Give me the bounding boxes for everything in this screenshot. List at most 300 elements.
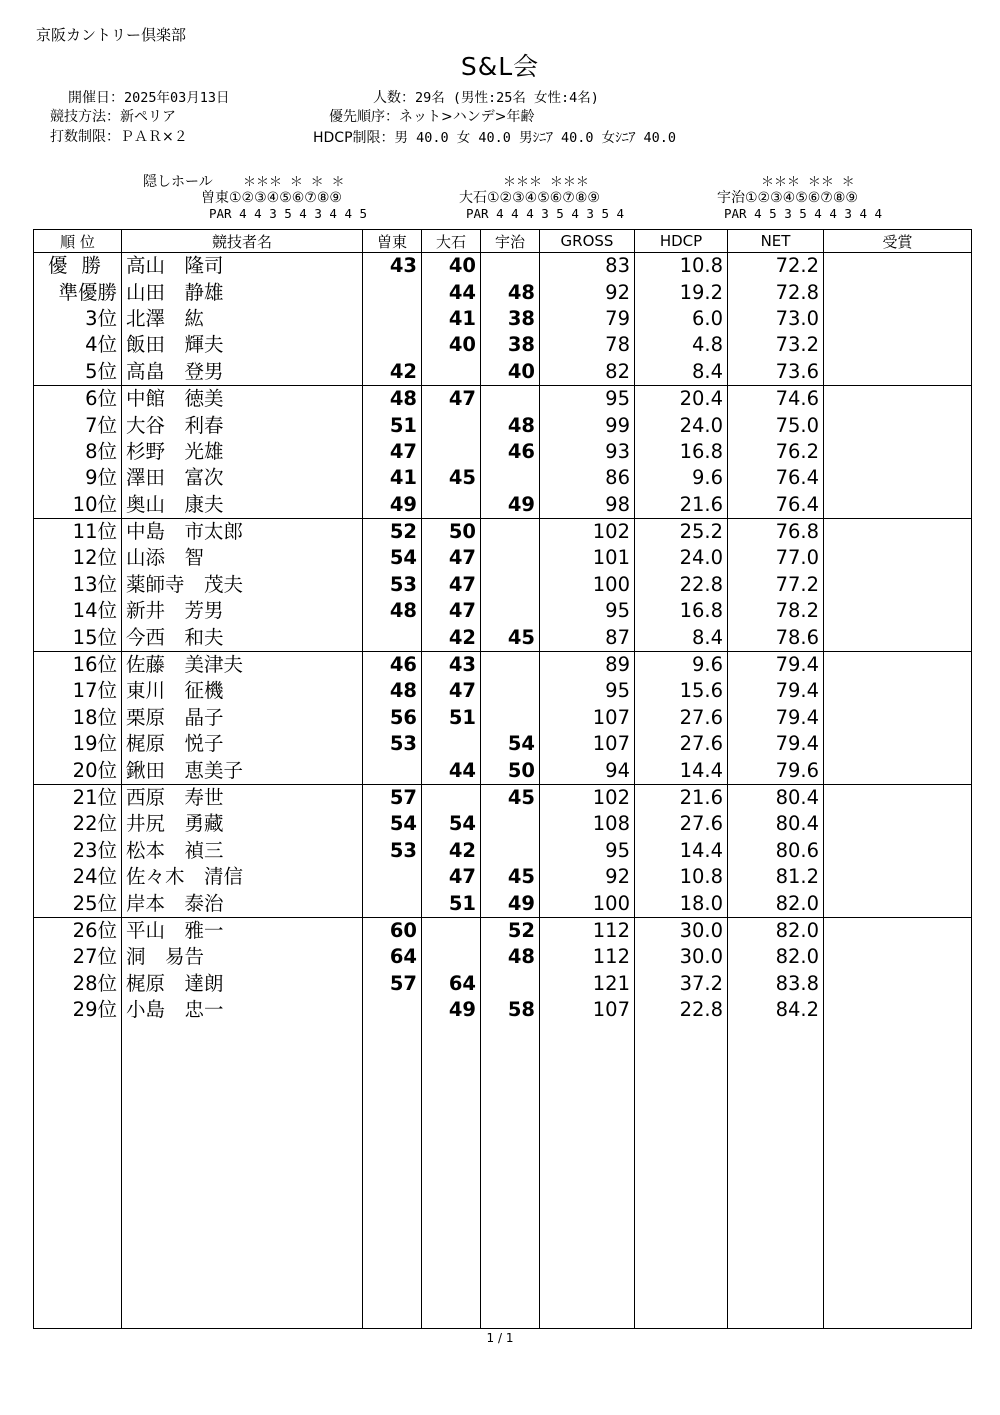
cell-gross: 112 (540, 944, 635, 970)
cell-award (824, 572, 972, 598)
cell-gross: 89 (540, 651, 635, 678)
cell-c2: 50 (422, 518, 481, 545)
stars-course-3: ＊＊＊ ＊＊ ＊ (761, 175, 855, 190)
cell-rank: 28位 (34, 971, 122, 997)
table-row (34, 838, 972, 864)
cell-award (824, 465, 972, 491)
cell-c3: 54 (481, 731, 540, 757)
info-method (50, 106, 176, 126)
cell-name: 山田 静雄 (122, 279, 363, 305)
cell-net: 73.6 (728, 359, 824, 386)
cell-gross: 87 (540, 624, 635, 651)
cell-rank: 11位 (34, 518, 122, 545)
cell-award (824, 332, 972, 358)
cell-rank: 8位 (34, 439, 122, 465)
cell-rank: 14位 (34, 598, 122, 624)
cell-c2: 42 (422, 624, 481, 651)
cell-c3: 45 (481, 624, 540, 651)
cell-c3: 58 (481, 997, 540, 1023)
cell-c2 (422, 784, 481, 811)
empty-cell (481, 1023, 540, 1328)
date-label: 開催日： (68, 90, 124, 106)
cell-gross: 108 (540, 811, 635, 837)
course-3-holes: ①②③④⑤⑥⑦⑧⑨ (745, 190, 858, 206)
cell-name: 岸本 泰治 (122, 890, 363, 917)
cell-c1: 64 (363, 944, 422, 970)
cell-net: 75.0 (728, 412, 824, 438)
cell-net: 82.0 (728, 890, 824, 917)
header-course-1: 曽東 (363, 230, 422, 253)
cell-rank: 7位 (34, 412, 122, 438)
cell-c1: 53 (363, 838, 422, 864)
table-row (34, 359, 972, 386)
table-row (34, 890, 972, 917)
cell-c2: 64 (422, 971, 481, 997)
cell-c3 (481, 811, 540, 837)
cell-c2: 54 (422, 811, 481, 837)
cell-gross: 112 (540, 917, 635, 944)
cell-c1 (363, 279, 422, 305)
cell-c3: 40 (481, 359, 540, 386)
cell-name: 杉野 光雄 (122, 439, 363, 465)
empty-cell (635, 1023, 728, 1328)
cell-c2: 45 (422, 465, 481, 491)
cell-c2: 47 (422, 598, 481, 624)
table-row (34, 971, 972, 997)
cell-hdcp: 25.2 (635, 518, 728, 545)
cell-hdcp: 37.2 (635, 971, 728, 997)
cell-c3: 46 (481, 439, 540, 465)
course-3-par: PAR 4 5 3 5 4 4 3 4 4 (724, 206, 883, 221)
cell-name: 平山 雅一 (122, 917, 363, 944)
cell-gross: 79 (540, 306, 635, 332)
cell-rank: 17位 (34, 678, 122, 704)
cell-rank: 9位 (34, 465, 122, 491)
cell-net: 78.2 (728, 598, 824, 624)
cell-hdcp: 19.2 (635, 279, 728, 305)
cell-rank: 23位 (34, 838, 122, 864)
cell-c1: 42 (363, 359, 422, 386)
cell-c2: 47 (422, 572, 481, 598)
cell-c2 (422, 412, 481, 438)
table-row (34, 917, 972, 944)
cell-hdcp: 27.6 (635, 731, 728, 757)
table-row (34, 997, 972, 1023)
cell-c2: 44 (422, 279, 481, 305)
info-limit (50, 126, 188, 146)
empty-cell (728, 1023, 824, 1328)
cell-hdcp: 24.0 (635, 412, 728, 438)
cell-gross: 98 (540, 492, 635, 519)
priority-label: 優先順序： (329, 109, 399, 125)
cell-c2 (422, 439, 481, 465)
cell-rank: 20位 (34, 757, 122, 784)
cell-name: 北澤 紘 (122, 306, 363, 332)
cell-net: 79.4 (728, 705, 824, 731)
cell-c3: 49 (481, 492, 540, 519)
cell-award (824, 359, 972, 386)
cell-rank: 19位 (34, 731, 122, 757)
cell-hdcp: 27.6 (635, 811, 728, 837)
cell-name: 今西 和夫 (122, 624, 363, 651)
cell-gross: 78 (540, 332, 635, 358)
cell-c2: 40 (422, 253, 481, 280)
table-row (34, 864, 972, 890)
cell-gross: 93 (540, 439, 635, 465)
cell-c2: 49 (422, 997, 481, 1023)
cell-name: 梶原 悦子 (122, 731, 363, 757)
cell-net: 74.6 (728, 385, 824, 412)
cell-c3 (481, 572, 540, 598)
course-1 (201, 187, 342, 207)
cell-award (824, 971, 972, 997)
cell-rank: 21位 (34, 784, 122, 811)
cell-c1: 48 (363, 385, 422, 412)
stars-course-2: ＊＊＊ ＊＊＊ (503, 175, 589, 190)
cell-name: 中島 市太郎 (122, 518, 363, 545)
cell-net: 79.4 (728, 731, 824, 757)
course-1-holes: ①②③④⑤⑥⑦⑧⑨ (229, 190, 342, 206)
cell-c2: 47 (422, 545, 481, 571)
cell-award (824, 731, 972, 757)
cell-rank: 12位 (34, 545, 122, 571)
cell-award (824, 811, 972, 837)
cell-rank: 27位 (34, 944, 122, 970)
cell-c3: 48 (481, 412, 540, 438)
cell-c2 (422, 492, 481, 519)
priority-value: ネット>ハンデ>年齢 (399, 109, 535, 125)
cell-c2 (422, 917, 481, 944)
cell-net: 78.6 (728, 624, 824, 651)
cell-c2: 51 (422, 890, 481, 917)
cell-hdcp: 16.8 (635, 439, 728, 465)
cell-gross: 94 (540, 757, 635, 784)
cell-net: 76.4 (728, 492, 824, 519)
cell-c3 (481, 651, 540, 678)
table-row (34, 332, 972, 358)
cell-c3: 38 (481, 306, 540, 332)
cell-name: 小島 忠一 (122, 997, 363, 1023)
cell-net: 72.2 (728, 253, 824, 280)
cell-name: 栗原 晶子 (122, 705, 363, 731)
cell-c3 (481, 705, 540, 731)
table-row (34, 412, 972, 438)
cell-net: 84.2 (728, 997, 824, 1023)
cell-award (824, 492, 972, 519)
limit-value: ＰＡＲ×２ (120, 129, 188, 145)
cell-award (824, 784, 972, 811)
cell-c1 (363, 997, 422, 1023)
cell-name: 洞 易告 (122, 944, 363, 970)
cell-c3: 52 (481, 917, 540, 944)
course-3-name: 宇治 (717, 190, 745, 206)
cell-gross: 102 (540, 518, 635, 545)
cell-award (824, 253, 972, 280)
cell-net: 77.2 (728, 572, 824, 598)
cell-award (824, 624, 972, 651)
header-course-3: 宇治 (481, 230, 540, 253)
header-rank: 順 位 (34, 230, 122, 253)
count-value: 29名 (男性:25名 女性:4名) (415, 90, 599, 106)
cell-c1 (363, 624, 422, 651)
cell-award (824, 917, 972, 944)
empty-cell (540, 1023, 635, 1328)
cell-hdcp: 8.4 (635, 359, 728, 386)
cell-gross: 100 (540, 890, 635, 917)
cell-c1 (363, 332, 422, 358)
table-row (34, 572, 972, 598)
header-hdcp: HDCP (635, 230, 728, 253)
count-label: 人数： (373, 90, 415, 106)
cell-c1: 56 (363, 705, 422, 731)
cell-hdcp: 10.8 (635, 253, 728, 280)
cell-hdcp: 10.8 (635, 864, 728, 890)
hdcp-value: 男 40.0 女 40.0 男ｼﾆｱ 40.0 女ｼﾆｱ 40.0 (394, 130, 676, 146)
method-value: 新ペリア (120, 109, 176, 125)
cell-c3: 48 (481, 944, 540, 970)
club-name: 京阪カントリー倶楽部 (36, 26, 187, 44)
table-row (34, 465, 972, 491)
course-3 (717, 187, 858, 207)
cell-hdcp: 22.8 (635, 572, 728, 598)
cell-rank: 29位 (34, 997, 122, 1023)
cell-award (824, 412, 972, 438)
cell-c3 (481, 598, 540, 624)
table-row (34, 492, 972, 519)
cell-c3 (481, 518, 540, 545)
cell-c1 (363, 306, 422, 332)
cell-hdcp: 9.6 (635, 651, 728, 678)
cell-c1: 46 (363, 651, 422, 678)
cell-c1 (363, 757, 422, 784)
info-count (373, 86, 599, 107)
table-row (34, 439, 972, 465)
cell-c3: 45 (481, 784, 540, 811)
cell-c2: 51 (422, 705, 481, 731)
cell-gross: 92 (540, 279, 635, 305)
cell-name: 飯田 輝夫 (122, 332, 363, 358)
cell-c1: 54 (363, 545, 422, 571)
cell-c3: 48 (481, 279, 540, 305)
cell-hdcp: 21.6 (635, 784, 728, 811)
table-row (34, 306, 972, 332)
cell-c3 (481, 465, 540, 491)
cell-hdcp: 14.4 (635, 838, 728, 864)
cell-hdcp: 30.0 (635, 917, 728, 944)
cell-net: 80.4 (728, 784, 824, 811)
cell-hdcp: 18.0 (635, 890, 728, 917)
info-hdcp (313, 126, 676, 147)
cell-rank: 26位 (34, 917, 122, 944)
cell-rank: 5位 (34, 359, 122, 386)
cell-gross: 95 (540, 385, 635, 412)
cell-name: 佐々木 清信 (122, 864, 363, 890)
cell-rank: 6位 (34, 385, 122, 412)
cell-c1: 54 (363, 811, 422, 837)
cell-name: 大谷 利春 (122, 412, 363, 438)
cell-award (824, 279, 972, 305)
cell-award (824, 678, 972, 704)
cell-name: 梶原 達朗 (122, 971, 363, 997)
cell-c2: 47 (422, 864, 481, 890)
results-table (33, 229, 972, 1329)
cell-c2 (422, 731, 481, 757)
cell-gross: 95 (540, 838, 635, 864)
cell-c3 (481, 545, 540, 571)
info-priority (329, 106, 534, 126)
method-label: 競技方法： (50, 109, 120, 125)
cell-rank: 22位 (34, 811, 122, 837)
cell-gross: 95 (540, 678, 635, 704)
table-row (34, 731, 972, 757)
hidden-holes-label: 隠しホール (143, 174, 213, 190)
cell-c1 (363, 890, 422, 917)
cell-name: 松本 禎三 (122, 838, 363, 864)
cell-hdcp: 20.4 (635, 385, 728, 412)
cell-hdcp: 6.0 (635, 306, 728, 332)
table-row (34, 811, 972, 837)
cell-award (824, 838, 972, 864)
cell-c2: 42 (422, 838, 481, 864)
cell-gross: 99 (540, 412, 635, 438)
cell-rank: 優勝 (34, 253, 122, 280)
cell-rank: 13位 (34, 572, 122, 598)
hdcp-label: HDCP制限： (313, 130, 395, 146)
table-row (34, 624, 972, 651)
cell-name: 西原 寿世 (122, 784, 363, 811)
cell-hdcp: 16.8 (635, 598, 728, 624)
cell-c1: 47 (363, 439, 422, 465)
cell-hdcp: 27.6 (635, 705, 728, 731)
course-2-name: 大石 (459, 190, 487, 206)
table-row (34, 678, 972, 704)
header-award: 受賞 (824, 230, 972, 253)
cell-hdcp: 15.6 (635, 678, 728, 704)
table-row (34, 705, 972, 731)
cell-c1: 43 (363, 253, 422, 280)
cell-c3 (481, 971, 540, 997)
cell-net: 80.6 (728, 838, 824, 864)
cell-c3 (481, 678, 540, 704)
cell-gross: 83 (540, 253, 635, 280)
table-row (34, 545, 972, 571)
cell-net: 83.8 (728, 971, 824, 997)
cell-name: 東川 征機 (122, 678, 363, 704)
cell-c1: 41 (363, 465, 422, 491)
info-date (68, 86, 230, 107)
cell-c3: 50 (481, 757, 540, 784)
empty-rows-area (34, 1023, 972, 1328)
table-row (34, 253, 972, 280)
cell-name: 新井 芳男 (122, 598, 363, 624)
cell-rank: 25位 (34, 890, 122, 917)
course-1-name: 曽東 (201, 190, 229, 206)
page-title: S&L会 (460, 52, 540, 81)
table-row (34, 784, 972, 811)
header-course-2: 大石 (422, 230, 481, 253)
cell-hdcp: 22.8 (635, 997, 728, 1023)
table-row (34, 598, 972, 624)
cell-c2 (422, 944, 481, 970)
cell-c3 (481, 253, 540, 280)
cell-net: 81.2 (728, 864, 824, 890)
cell-gross: 82 (540, 359, 635, 386)
cell-c2: 41 (422, 306, 481, 332)
cell-name: 高山 隆司 (122, 253, 363, 280)
empty-cell (422, 1023, 481, 1328)
cell-c3: 38 (481, 332, 540, 358)
cell-c1: 49 (363, 492, 422, 519)
cell-hdcp: 4.8 (635, 332, 728, 358)
cell-award (824, 864, 972, 890)
header-net: NET (728, 230, 824, 253)
cell-name: 井尻 勇藏 (122, 811, 363, 837)
cell-c2: 47 (422, 678, 481, 704)
cell-name: 山添 智 (122, 545, 363, 571)
cell-name: 澤田 富次 (122, 465, 363, 491)
cell-gross: 100 (540, 572, 635, 598)
cell-name: 佐藤 美津夫 (122, 651, 363, 678)
cell-net: 73.2 (728, 332, 824, 358)
course-2-holes: ①②③④⑤⑥⑦⑧⑨ (487, 190, 600, 206)
cell-award (824, 385, 972, 412)
cell-c1: 53 (363, 572, 422, 598)
cell-c1: 48 (363, 598, 422, 624)
table-row (34, 757, 972, 784)
table-row (34, 518, 972, 545)
cell-award (824, 439, 972, 465)
cell-net: 76.8 (728, 518, 824, 545)
course-2-par: PAR 4 4 4 3 5 4 3 5 4 (466, 206, 625, 221)
cell-net: 79.6 (728, 757, 824, 784)
page-number: 1 / 1 (486, 1331, 514, 1345)
cell-award (824, 518, 972, 545)
cell-hdcp: 9.6 (635, 465, 728, 491)
table-header-row (34, 230, 972, 253)
cell-c1: 57 (363, 784, 422, 811)
cell-net: 76.4 (728, 465, 824, 491)
header-name: 競技者名 (122, 230, 363, 253)
cell-c1: 57 (363, 971, 422, 997)
stars-course-1: ＊＊＊ ＊ ＊ ＊ (243, 175, 345, 190)
cell-rank: 準優勝 (34, 279, 122, 305)
cell-hdcp: 24.0 (635, 545, 728, 571)
cell-award (824, 545, 972, 571)
cell-rank: 3位 (34, 306, 122, 332)
limit-label: 打数制限： (50, 129, 120, 145)
cell-net: 79.4 (728, 678, 824, 704)
cell-c1 (363, 864, 422, 890)
cell-gross: 107 (540, 705, 635, 731)
cell-award (824, 890, 972, 917)
cell-award (824, 651, 972, 678)
cell-rank: 10位 (34, 492, 122, 519)
table-row (34, 385, 972, 412)
cell-name: 中館 徳美 (122, 385, 363, 412)
empty-cell (122, 1023, 363, 1328)
cell-gross: 101 (540, 545, 635, 571)
table-row (34, 651, 972, 678)
cell-net: 73.0 (728, 306, 824, 332)
table-row (34, 944, 972, 970)
cell-net: 82.0 (728, 917, 824, 944)
cell-c3: 45 (481, 864, 540, 890)
cell-c1: 53 (363, 731, 422, 757)
cell-award (824, 944, 972, 970)
cell-rank: 16位 (34, 651, 122, 678)
cell-net: 72.8 (728, 279, 824, 305)
cell-net: 82.0 (728, 944, 824, 970)
